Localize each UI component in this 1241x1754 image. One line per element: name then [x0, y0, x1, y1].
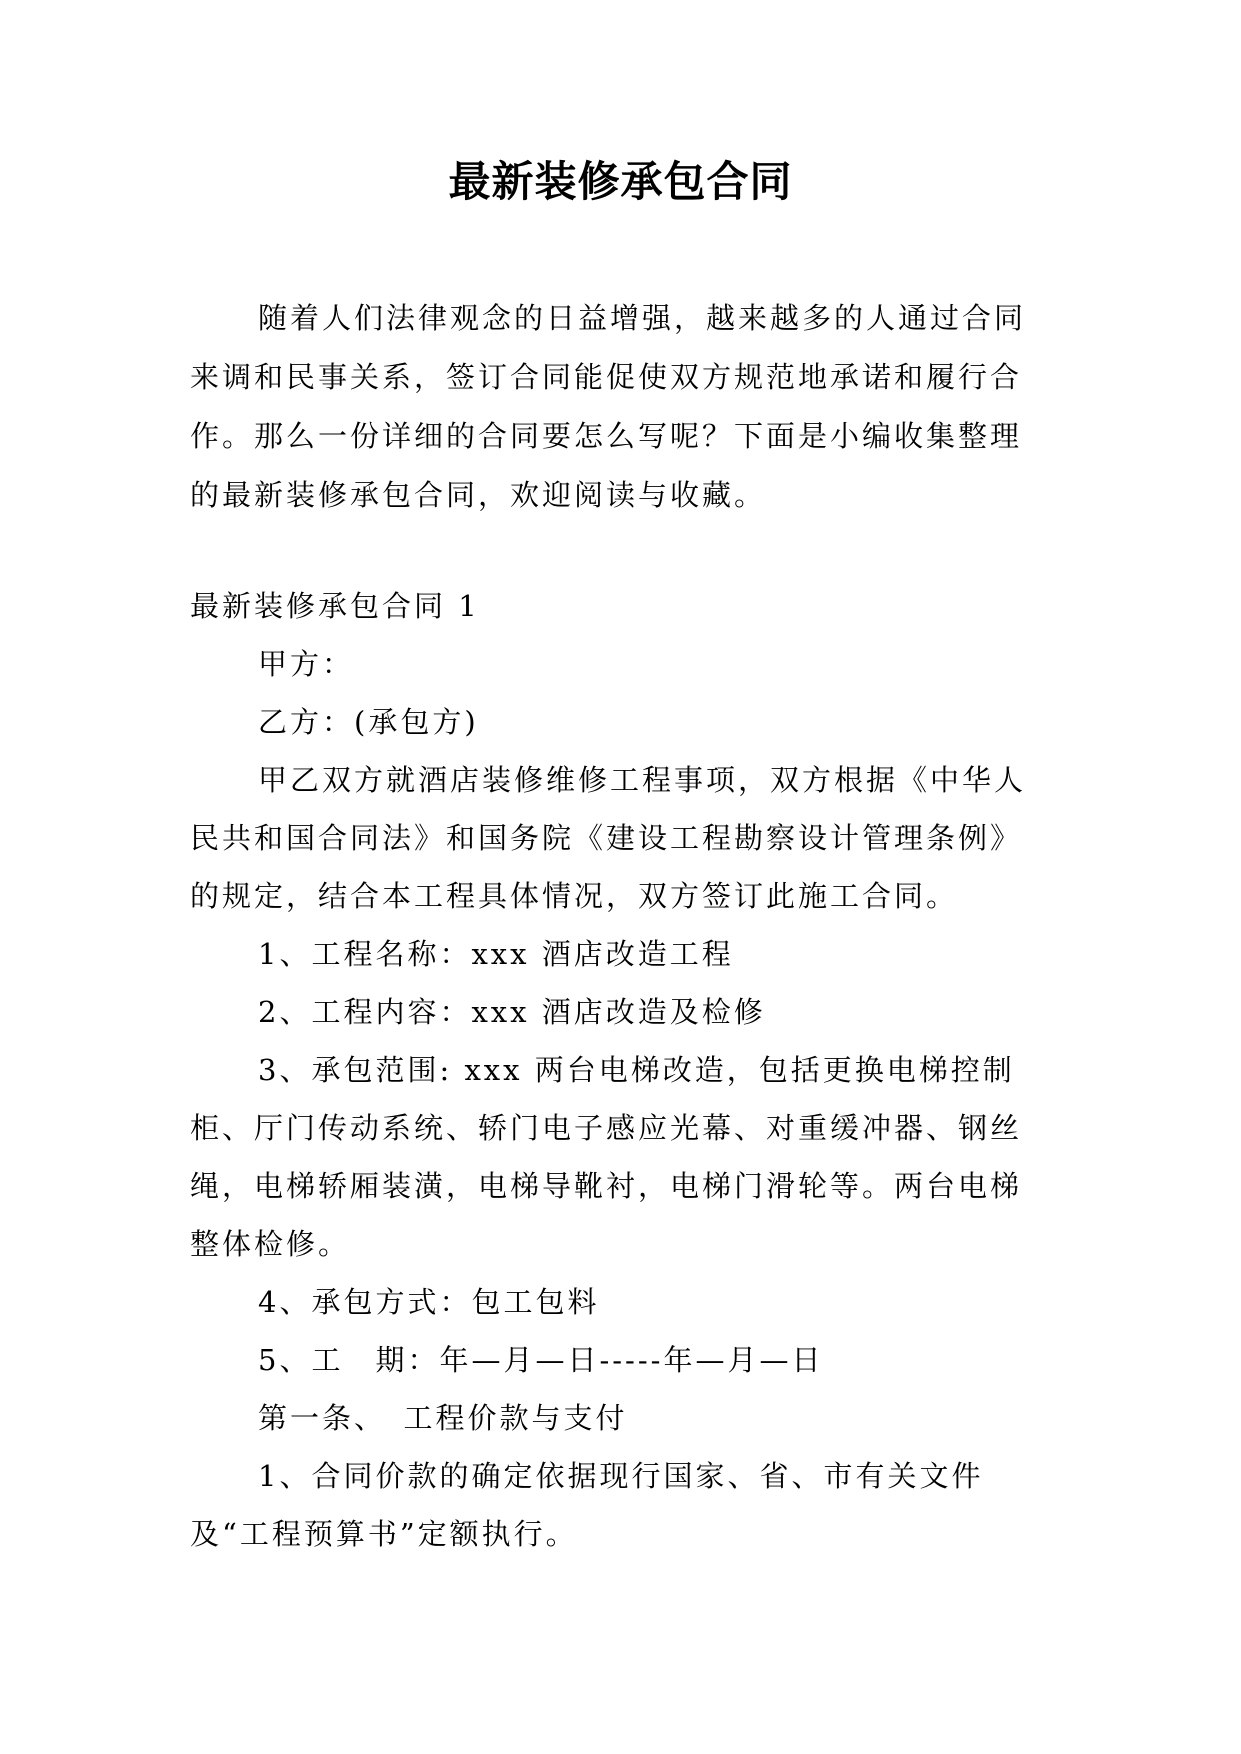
contract-section	[190, 577, 1052, 1563]
item-contract-scope: 3、承包范围: xxx 两台电梯改造，包括更换电梯控制柜、厅门传动系统、轿门电子感应光幕、对重缓冲器、钢丝绳，电梯轿厢装潢，电梯导靴衬，电梯门滑轮等。两台电梯整体检修。	[190, 1053, 1023, 1261]
intro-paragraph: 随着人们法律观念的日益增强，越来越多的人通过合同来调和民事关系，签订合同能促使双方规范地承诺和履行合作。那么一份详细的合同要怎么写呢？下面是小编收集整理的最新装修承包合同，欢迎阅读与收藏。	[190, 301, 1027, 512]
party-a-line: 甲方：	[258, 647, 355, 681]
party-b-line: 乙方：(承包方)	[258, 705, 479, 739]
item-duration: 5、工 期：年—月—日-----年—月—日	[258, 1343, 824, 1377]
article-heading: 第一条、 工程价款与支付	[258, 1401, 628, 1435]
item-project-name: 1、工程名称：xxx 酒店改造工程	[258, 937, 734, 971]
item-contract-method: 4、承包方式：包工包料	[258, 1285, 600, 1319]
item-project-content: 2、工程内容：xxx 酒店改造及检修	[258, 995, 766, 1029]
section-heading: 最新装修承包合同 1	[190, 589, 480, 623]
preamble-paragraph: 甲乙双方就酒店装修维修工程事项，双方根据《中华人民共和国合同法》和国务院《建设工程勘察设计管理条例》的规定，结合本工程具体情况，双方签订此施工合同。	[190, 763, 1027, 913]
article-clause: 1、合同价款的确定依据现行国家、省、市有关文件及“工程预算书”定额执行。	[190, 1459, 984, 1551]
document-title: 最新装修承包合同	[448, 157, 793, 206]
